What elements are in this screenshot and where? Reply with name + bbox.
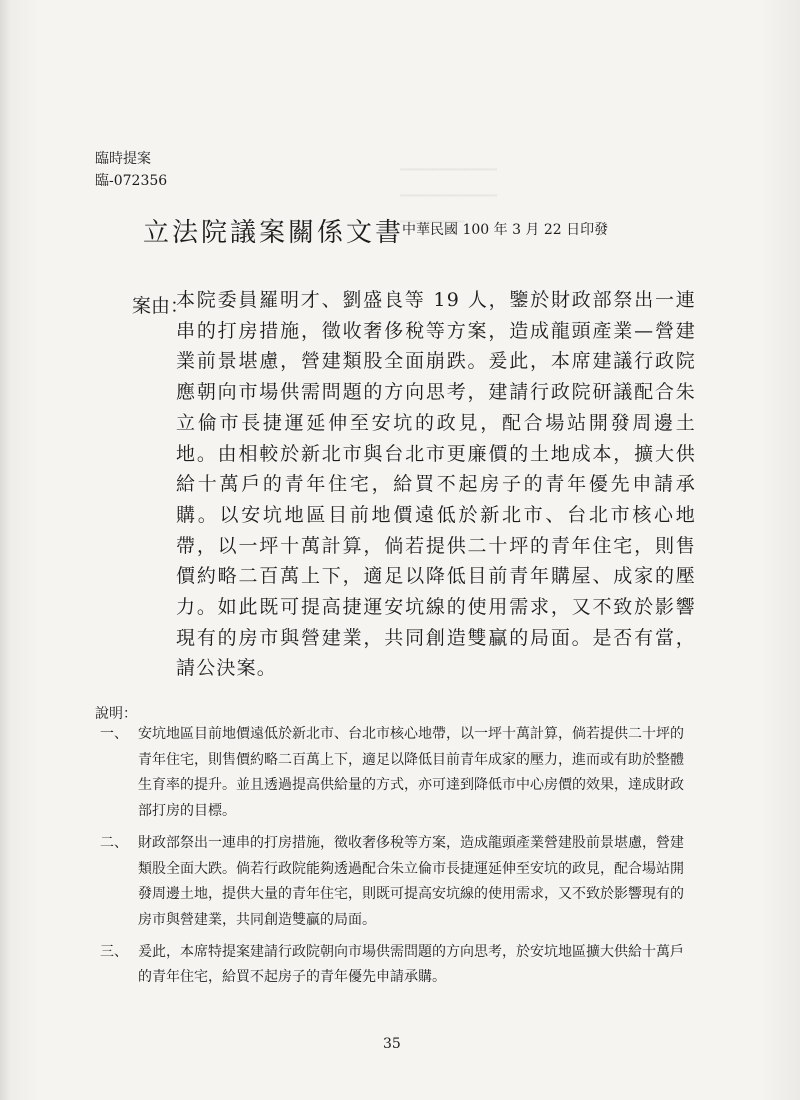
explanation-heading: 說明：	[95, 706, 137, 722]
document-title: 立法院議案關係文書	[143, 218, 405, 248]
explanation-item	[100, 940, 695, 991]
explanation-item	[100, 722, 695, 825]
proposal-type-label: 臨時提案	[95, 151, 151, 167]
explanation-list	[100, 722, 695, 997]
case-body: 本院委員羅明才、劉盛良等 19 人，鑒於財政部祭出一連串的打房措施，徵收奢侈稅等方案，造成龍頭產業—營建業前景堪慮，營建類股全面崩跌。爰此，本席建議行政院應朝向市場供需問題的方向思考，建請行政院研議配合朱立倫市長捷運延伸至安坑的政見，配合場站開發周邊土地。由相較於新北市與台北市更廉價的土地成本，擴大供給十萬戶的青年住宅，給買不起房子的青年優先申請承購。以安坑地區目前地價遠低於新北市、台北市核心地帶，以一坪十萬計算，倘若提供二十坪的青年住宅，則售價約略二百萬上下，適足以降低目前青年購屋、成家的壓力。如此既可提高捷運安坑線的使用需求，又不致於影響現有的房市與營建業，共同創造雙贏的局面。是否有當，請公決案。	[176, 289, 696, 680]
print-date: 中華民國 100 年 3 月 22 日印發	[402, 222, 609, 238]
item-text: 安坑地區目前地價遠低於新北市、台北市核心地帶，以一坪十萬計算，倘若提供二十坪的青年住宅，則售價約略二百萬上下，適足以降低目前青年成家的壓力，進而或有助於整體生育率的提升。並且透過提高供給量的方式，亦可達到降低市中心房價的效果，達成財政部打房的目標。	[138, 726, 684, 820]
page-number: 35	[383, 1036, 401, 1052]
bleed-through-text: ▁▁▁▁▁▁▁▁▁ ▁▁▁▁▁▁▁▁▁ ▁▁▁▁▁▁	[400, 155, 497, 223]
proposal-number: 臨-072356	[95, 173, 168, 189]
item-number: 三、	[100, 943, 128, 960]
item-number: 二、	[100, 834, 128, 851]
item-text: 財政部祭出一連串的打房措施，徵收奢侈稅等方案，造成龍頭產業營建股前景堪慮，營建類股全面大跌。倘若行政院能夠透過配合朱立倫市長捷運延伸至安坑的政見，配合場站開發周邊土地，提供大量的青年住宅，則既可提高安坑線的使用需求，又不致於影響現有的房市與營建業，共同創造雙贏的局面。	[138, 834, 684, 928]
item-text: 爰此，本席特提案建請行政院朝向市場供需問題的方向思考，於安坑地區擴大供給十萬戶的青年住宅，給買不起房子的青年優先申請承購。	[138, 943, 684, 986]
case-label: 案由：	[132, 295, 190, 317]
item-number: 一、	[100, 726, 128, 742]
explanation-item	[100, 831, 695, 934]
